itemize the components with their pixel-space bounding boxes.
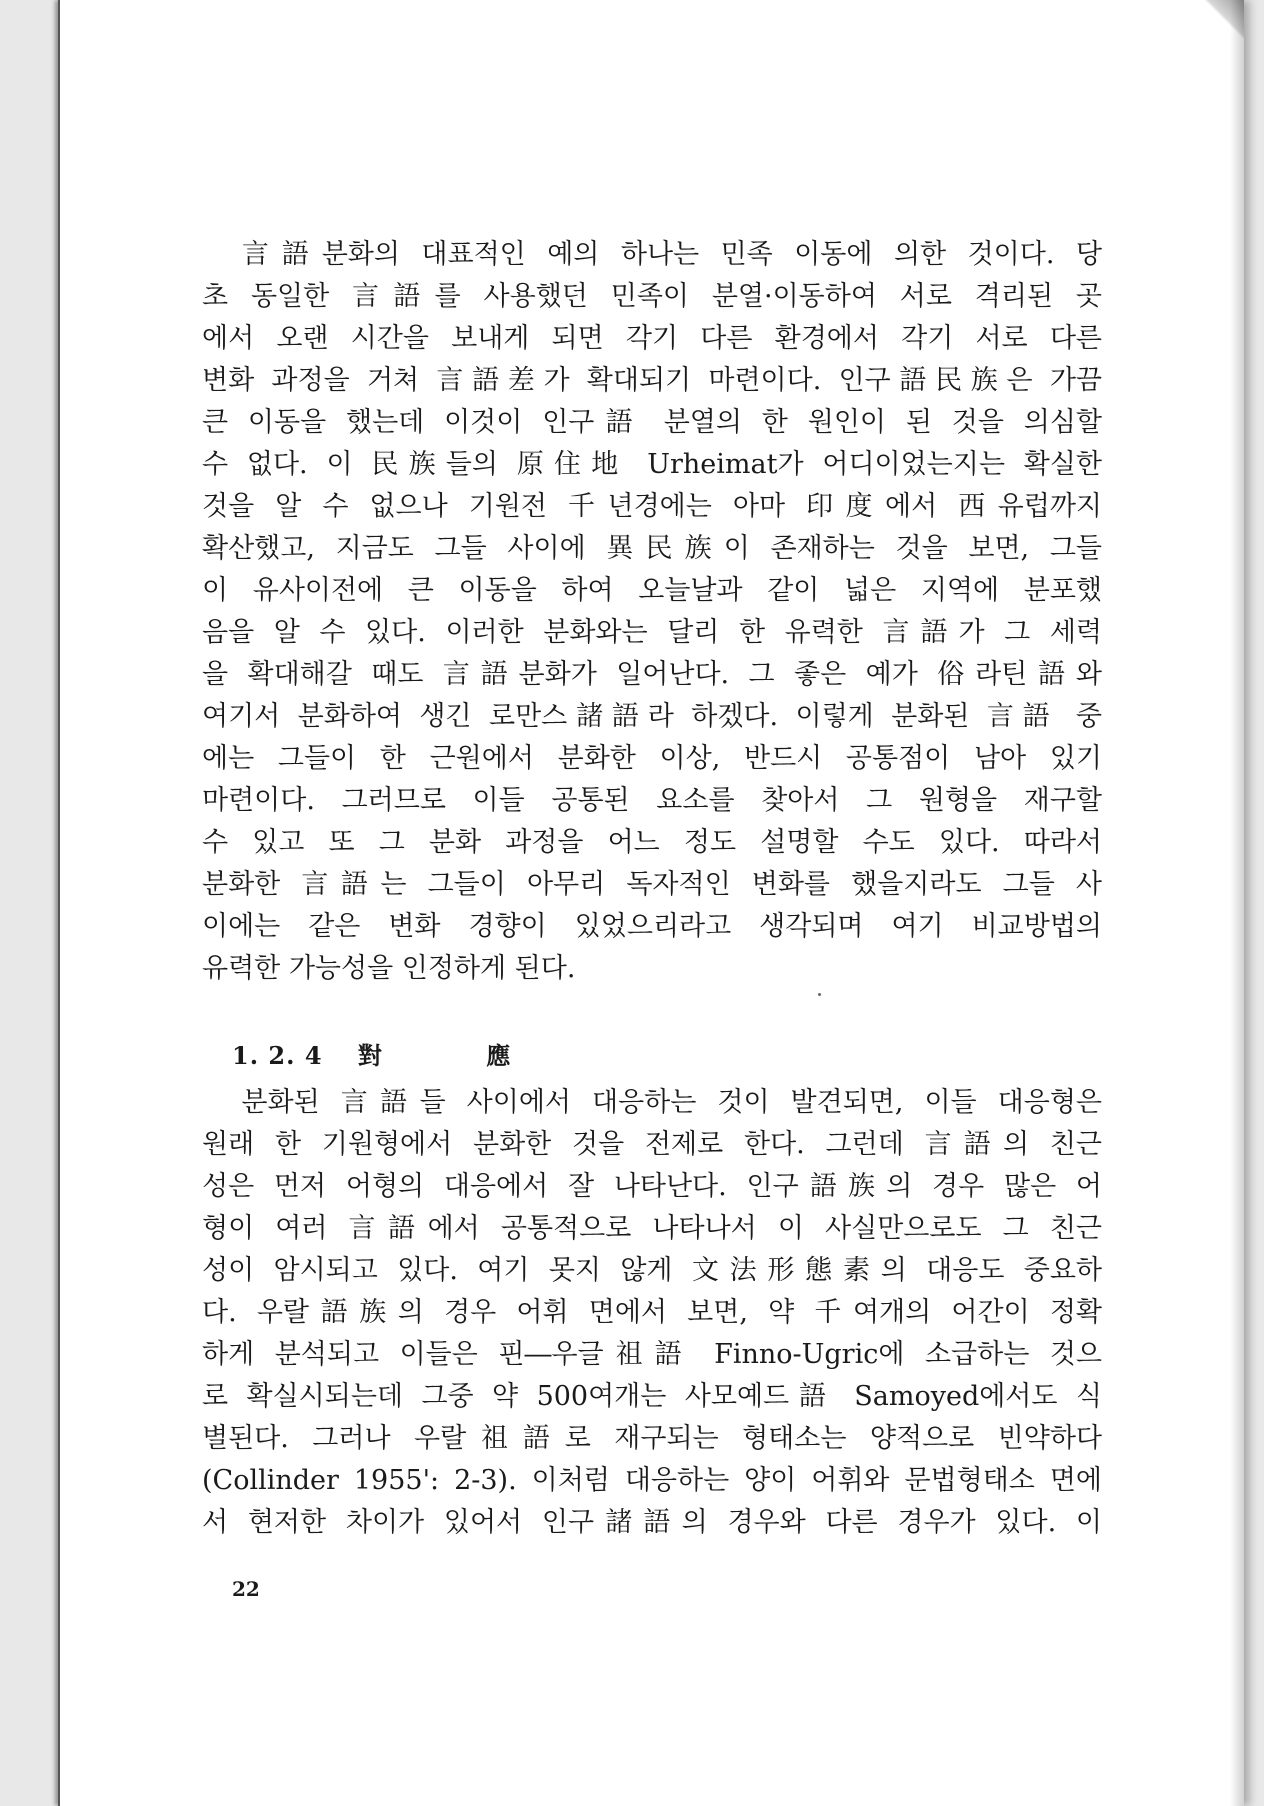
paragraph-correspondence: [202, 1082, 1102, 1544]
section-number: 1. 2. 4: [232, 1041, 323, 1070]
text-line: 음을 알 수 있다. 이러한 분화와는 달리 한 유력한 言語가 그 세력: [202, 617, 1102, 648]
text-line: 서 현저한 차이가 있어서 인구諸語의 경우와 다른 경우가 있다. 이: [202, 1507, 1102, 1538]
text-line: 이에는 같은 변화 경향이 있었으리라고 생각되며 여기 비교방법의: [202, 911, 1102, 942]
section-title: 對 應: [357, 1041, 559, 1070]
text-line: 별된다. 그러나 우랄祖語로 재구되는 형태소는 양적으로 빈약하다: [202, 1423, 1102, 1454]
text-line: (Collinder 1955': 2-3). 이처럼 대응하는 양이 어휘와 문법형태소 면에: [202, 1465, 1102, 1496]
section-heading: [232, 1036, 558, 1071]
text-line: 이 유사이전에 큰 이동을 하여 오늘날과 같이 넓은 지역에 분포했: [202, 575, 1102, 606]
text-line: 에서 오랜 시간을 보내게 되면 각기 다른 환경에서 각기 서로 다른: [202, 323, 1102, 354]
text-line: 것을 알 수 없으나 기원전 千년경에는 아마 印度에서 西유럽까지: [202, 491, 1102, 522]
page-number: 22: [232, 1577, 260, 1601]
text-line: 원래 한 기원형에서 분화한 것을 전제로 한다. 그런데 言語의 친근: [202, 1129, 1102, 1160]
text-line: 초 동일한 言語를 사용했던 민족이 분열·이동하여 서로 격리된 곳: [202, 281, 1102, 312]
text-line: 하게 분석되고 이들은 핀―우글祖語 Finno-Ugric에 소급하는 것으: [202, 1339, 1102, 1370]
text-line: 유력한 가능성을 인정하게 된다.: [202, 953, 576, 984]
paragraph-language-divergence: [202, 234, 1102, 990]
text-line: 변화 과정을 거쳐 言語差가 확대되기 마련이다. 인구語民族은 가끔: [202, 365, 1102, 396]
text-line: 수 없다. 이 民族들의 原住地 Urheimat가 어디이었는지는 확실한: [202, 449, 1102, 480]
text-line: 여기서 분화하여 생긴 로만스諸語라 하겠다. 이렇게 분화된 言語 중: [202, 701, 1102, 732]
text-line: 성은 먼저 어형의 대응에서 잘 나타난다. 인구語族의 경우 많은 어: [202, 1171, 1102, 1202]
text-line: 다. 우랄語族의 경우 어휘 면에서 보면, 약 千여개의 어간이 정확: [202, 1297, 1102, 1328]
text-line: 로 확실시되는데 그중 약 500여개는 사모예드語 Samoyed에서도 식: [202, 1381, 1102, 1412]
book-page: [58, 0, 1244, 1806]
text-line: 을 확대해갈 때도 言語분화가 일어난다. 그 좋은 예가 俗라틴語와: [202, 659, 1102, 690]
page-edge-shadow: [1230, 0, 1244, 1806]
text-line: 수 있고 또 그 분화 과정을 어느 정도 설명할 수도 있다. 따라서: [202, 827, 1102, 858]
text-line: 마련이다. 그러므로 이들 공통된 요소를 찾아서 그 원형을 재구할: [202, 785, 1102, 816]
text-line: 言語분화의 대표적인 예의 하나는 민족 이동에 의한 것이다. 당: [202, 239, 1102, 270]
text-line: 분화한 言語는 그들이 아무리 독자적인 변화를 했을지라도 그들 사: [202, 869, 1102, 900]
text-line: 큰 이동을 했는데 이것이 인구語 분열의 한 원인이 된 것을 의심할: [202, 407, 1102, 438]
scan-speck: [818, 993, 821, 996]
text-line: 분화된 言語들 사이에서 대응하는 것이 발견되면, 이들 대응형은: [202, 1087, 1102, 1118]
text-line: 형이 여러 言語에서 공통적으로 나타나서 이 사실만으로도 그 친근: [202, 1213, 1102, 1244]
text-line: 성이 암시되고 있다. 여기 못지 않게 文法形態素의 대응도 중요하: [202, 1255, 1102, 1286]
text-line: 에는 그들이 한 근원에서 분화한 이상, 반드시 공통점이 남아 있기: [202, 743, 1102, 774]
text-line: 확산했고, 지금도 그들 사이에 異民族이 존재하는 것을 보면, 그들: [202, 533, 1102, 564]
